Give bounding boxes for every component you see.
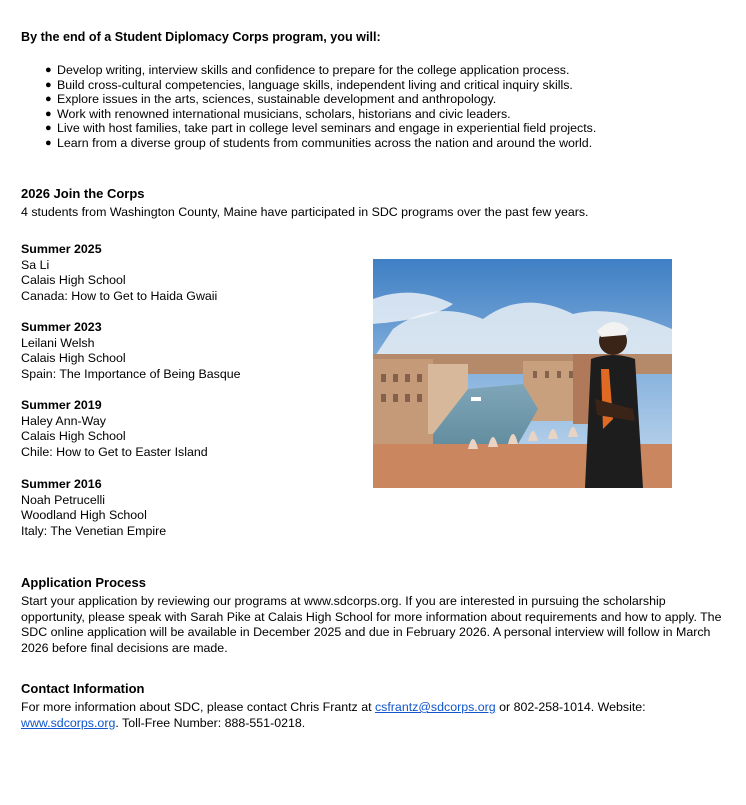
- bullet-icon: ●: [45, 93, 52, 105]
- contact-body: For more information about SDC, please contact Chris Frantz at csfrantz@sdcorps.org or 802-258-1014. Website: www.sdcorps.org. Toll-Free Number: 888-551-0218.: [21, 700, 646, 730]
- participant-school: Calais High School: [21, 351, 126, 365]
- list-item: ● Explore issues in the arts, sciences, sustainable development and anthropology.: [45, 92, 497, 106]
- participant-name: Sa Li: [21, 257, 50, 272]
- participant-block: [21, 320, 241, 382]
- application-title: Application Process: [21, 575, 146, 590]
- contact-title: Contact Information: [21, 681, 145, 696]
- list-item: ● Develop writing, interview skills and confidence to prepare for the college application process.: [45, 63, 570, 77]
- participant-term: Summer 2025: [21, 242, 102, 256]
- participant-name: Leilani Welsh: [21, 335, 95, 350]
- corps-subtitle: 4 students from Washington County, Maine have participated in SDC programs over the past few years.: [21, 205, 589, 219]
- list-item: ● Live with host families, take part in college level seminars and engage in experiential field projects.: [45, 121, 597, 135]
- corps-title: 2026 Join the Corps: [21, 186, 145, 201]
- participant-program: Canada: How to Get to Haida Gwaii: [21, 288, 218, 303]
- participant-name: Noah Petrucelli: [21, 492, 106, 507]
- list-item: ● Work with renowned international musicians, scholars, historians and civic leaders.: [45, 106, 511, 121]
- bullet-icon: ●: [45, 136, 52, 149]
- participant-block: [21, 398, 208, 460]
- participant-name: Haley Ann-Way: [21, 413, 106, 428]
- bullet-icon: ●: [45, 78, 52, 91]
- list-item: ● Build cross-cultural competencies, language skills, independent living and critical inquiry skills.: [45, 77, 573, 92]
- application-body: Start your application by reviewing our programs at www.sdcorps.org. If you are interested in pursuing the scholarship opportunity, please speak with Sarah Pike at Calais High School for more information about requirements and how to apply. The SDC online application will be available in December 2025 and due in February 2026. A personal interview will follow in March 2026 before final decisions are made.: [21, 594, 722, 655]
- participant-program: Italy: The Venetian Empire: [21, 523, 167, 538]
- bullet-icon: ●: [45, 64, 52, 76]
- participant-school: Calais High School: [21, 273, 126, 287]
- participant-program: Chile: How to Get to Easter Island: [21, 444, 208, 459]
- website-link[interactable]: www.sdcorps.org: [21, 715, 116, 730]
- participant-term: Summer 2019: [21, 398, 102, 412]
- venice-photo: [373, 259, 672, 488]
- bullet-icon: ●: [45, 122, 52, 134]
- participant-term: Summer 2023: [21, 320, 102, 334]
- participant-block: [21, 477, 166, 539]
- participant-school: Woodland High School: [21, 508, 147, 522]
- email-link[interactable]: csfrantz@sdcorps.org: [374, 700, 496, 714]
- bullet-icon: ●: [45, 107, 52, 120]
- participant-school: Calais High School: [21, 429, 126, 443]
- participant-term: Summer 2016: [21, 477, 102, 491]
- benefits-list: [24, 63, 596, 150]
- intro-heading: By the end of a Student Diplomacy Corps program, you will:: [21, 30, 381, 44]
- participant-program: Spain: The Importance of Being Basque: [21, 366, 241, 381]
- list-item: ● Learn from a diverse group of students from communities across the nation and around the world.: [45, 135, 593, 150]
- participant-block: [21, 242, 217, 304]
